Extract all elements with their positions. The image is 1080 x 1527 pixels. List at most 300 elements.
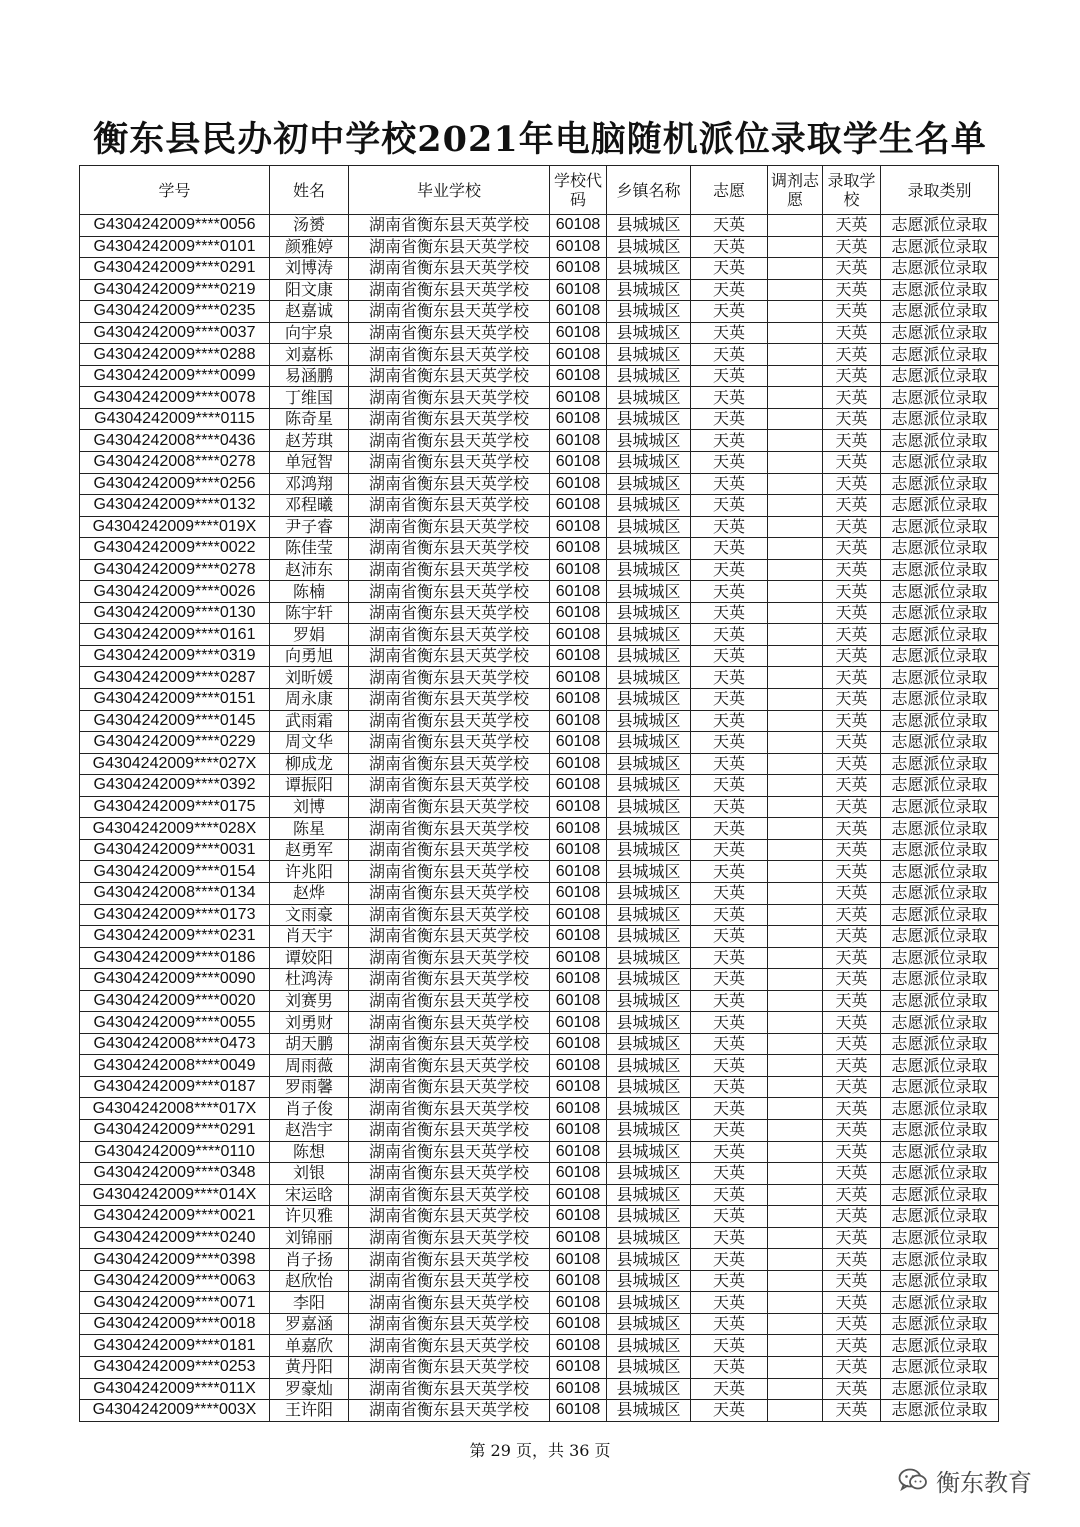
cell-school-code: 60108 xyxy=(550,1206,607,1228)
cell-admitted-school: 天英 xyxy=(823,301,881,323)
cell-student-id: G4304242008****017X xyxy=(80,1098,270,1120)
cell-name: 刘锦丽 xyxy=(270,1227,349,1249)
cell-student-id: G4304242009****0291 xyxy=(80,258,270,280)
cell-school-code: 60108 xyxy=(550,344,607,366)
cell-admission-type: 志愿派位录取 xyxy=(881,1184,999,1206)
cell-school-code: 60108 xyxy=(550,1141,607,1163)
cell-township: 县城城区 xyxy=(607,947,691,969)
cell-name: 肖子俊 xyxy=(270,1098,349,1120)
cell-adjusted-preference xyxy=(768,215,823,237)
cell-name: 谭振阳 xyxy=(270,775,349,797)
cell-admission-type: 志愿派位录取 xyxy=(881,322,999,344)
table-row xyxy=(80,1292,999,1314)
cell-student-id: G4304242009****019X xyxy=(80,516,270,538)
cell-name: 赵烨 xyxy=(270,882,349,904)
cell-admission-type: 志愿派位录取 xyxy=(881,1356,999,1378)
cell-school-code: 60108 xyxy=(550,322,607,344)
cell-student-id: G4304242009****0291 xyxy=(80,1119,270,1141)
cell-admitted-school: 天英 xyxy=(823,753,881,775)
cell-adjusted-preference xyxy=(768,387,823,409)
table-row xyxy=(80,344,999,366)
cell-township: 县城城区 xyxy=(607,1033,691,1055)
cell-student-id: G4304242009****0021 xyxy=(80,1206,270,1228)
cell-township: 县城城区 xyxy=(607,796,691,818)
cell-name: 赵嘉诚 xyxy=(270,301,349,323)
cell-township: 县城城区 xyxy=(607,344,691,366)
cell-preference: 天英 xyxy=(691,1378,768,1400)
cell-name: 陈楠 xyxy=(270,581,349,603)
cell-adjusted-preference xyxy=(768,839,823,861)
cell-admission-type: 志愿派位录取 xyxy=(881,1119,999,1141)
cell-admission-type: 志愿派位录取 xyxy=(881,1098,999,1120)
cell-preference: 天英 xyxy=(691,645,768,667)
cell-name: 刘嘉栎 xyxy=(270,344,349,366)
cell-name: 罗豪灿 xyxy=(270,1378,349,1400)
cell-graduated-school: 湖南省衡东县天英学校 xyxy=(349,1270,550,1292)
cell-township: 县城城区 xyxy=(607,926,691,948)
cell-preference: 天英 xyxy=(691,1033,768,1055)
cell-school-code: 60108 xyxy=(550,516,607,538)
cell-student-id: G4304242009****0319 xyxy=(80,645,270,667)
cell-admitted-school: 天英 xyxy=(823,1249,881,1271)
cell-school-code: 60108 xyxy=(550,452,607,474)
cell-adjusted-preference xyxy=(768,430,823,452)
table-row xyxy=(80,1076,999,1098)
cell-adjusted-preference xyxy=(768,301,823,323)
cell-preference: 天英 xyxy=(691,882,768,904)
cell-township: 县城城区 xyxy=(607,1270,691,1292)
cell-name: 易涵鹏 xyxy=(270,365,349,387)
cell-admitted-school: 天英 xyxy=(823,258,881,280)
cell-preference: 天英 xyxy=(691,1076,768,1098)
cell-admitted-school: 天英 xyxy=(823,387,881,409)
cell-student-id: G4304242008****0049 xyxy=(80,1055,270,1077)
cell-preference: 天英 xyxy=(691,301,768,323)
cell-name: 宋运晗 xyxy=(270,1184,349,1206)
cell-student-id: G4304242009****003X xyxy=(80,1400,270,1422)
cell-adjusted-preference xyxy=(768,1141,823,1163)
cell-township: 县城城区 xyxy=(607,538,691,560)
cell-admission-type: 志愿派位录取 xyxy=(881,818,999,840)
cell-student-id: G4304242009****0078 xyxy=(80,387,270,409)
table-row xyxy=(80,882,999,904)
cell-graduated-school: 湖南省衡东县天英学校 xyxy=(349,753,550,775)
cell-graduated-school: 湖南省衡东县天英学校 xyxy=(349,861,550,883)
cell-school-code: 60108 xyxy=(550,947,607,969)
cell-admitted-school: 天英 xyxy=(823,1184,881,1206)
cell-admission-type: 志愿派位录取 xyxy=(881,1400,999,1422)
cell-admission-type: 志愿派位录取 xyxy=(881,516,999,538)
cell-preference: 天英 xyxy=(691,258,768,280)
cell-adjusted-preference xyxy=(768,947,823,969)
cell-student-id: G4304242009****0256 xyxy=(80,473,270,495)
cell-school-code: 60108 xyxy=(550,365,607,387)
cell-township: 县城城区 xyxy=(607,301,691,323)
cell-preference: 天英 xyxy=(691,1141,768,1163)
cell-graduated-school: 湖南省衡东县天英学校 xyxy=(349,258,550,280)
cell-graduated-school: 湖南省衡东县天英学校 xyxy=(349,1163,550,1185)
cell-name: 刘银 xyxy=(270,1163,349,1185)
cell-school-code: 60108 xyxy=(550,559,607,581)
cell-preference: 天英 xyxy=(691,926,768,948)
cell-school-code: 60108 xyxy=(550,1356,607,1378)
cell-admission-type: 志愿派位录取 xyxy=(881,1227,999,1249)
cell-student-id: G4304242008****0134 xyxy=(80,882,270,904)
cell-student-id: G4304242009****027X xyxy=(80,753,270,775)
cell-student-id: G4304242009****0037 xyxy=(80,322,270,344)
cell-township: 县城城区 xyxy=(607,1055,691,1077)
watermark xyxy=(898,1462,1032,1498)
cell-student-id: G4304242009****0231 xyxy=(80,926,270,948)
table-row xyxy=(80,1249,999,1271)
cell-adjusted-preference xyxy=(768,1356,823,1378)
header-preference: 志愿 xyxy=(691,166,768,215)
cell-graduated-school: 湖南省衡东县天英学校 xyxy=(349,689,550,711)
cell-admission-type: 志愿派位录取 xyxy=(881,969,999,991)
cell-preference: 天英 xyxy=(691,1227,768,1249)
cell-preference: 天英 xyxy=(691,344,768,366)
cell-graduated-school: 湖南省衡东县天英学校 xyxy=(349,1249,550,1271)
table-row xyxy=(80,322,999,344)
cell-adjusted-preference xyxy=(768,710,823,732)
table-row xyxy=(80,1270,999,1292)
cell-township: 县城城区 xyxy=(607,753,691,775)
cell-school-code: 60108 xyxy=(550,732,607,754)
cell-township: 县城城区 xyxy=(607,516,691,538)
cell-adjusted-preference xyxy=(768,818,823,840)
cell-name: 刘昕媛 xyxy=(270,667,349,689)
cell-preference: 天英 xyxy=(691,1335,768,1357)
cell-preference: 天英 xyxy=(691,990,768,1012)
cell-admission-type: 志愿派位录取 xyxy=(881,236,999,258)
cell-adjusted-preference xyxy=(768,990,823,1012)
cell-admitted-school: 天英 xyxy=(823,1356,881,1378)
cell-admission-type: 志愿派位录取 xyxy=(881,1313,999,1335)
cell-township: 县城城区 xyxy=(607,1076,691,1098)
cell-graduated-school: 湖南省衡东县天英学校 xyxy=(349,452,550,474)
table-row xyxy=(80,1055,999,1077)
cell-preference: 天英 xyxy=(691,452,768,474)
cell-township: 县城城区 xyxy=(607,279,691,301)
cell-student-id: G4304242009****0253 xyxy=(80,1356,270,1378)
cell-township: 县城城区 xyxy=(607,215,691,237)
cell-graduated-school: 湖南省衡东县天英学校 xyxy=(349,667,550,689)
table-row xyxy=(80,452,999,474)
cell-graduated-school: 湖南省衡东县天英学校 xyxy=(349,1055,550,1077)
page-title: 衡东县民办初中学校2021年电脑随机派位录取学生名单 xyxy=(93,119,987,160)
table-row xyxy=(80,301,999,323)
cell-school-code: 60108 xyxy=(550,1076,607,1098)
table-row xyxy=(80,1400,999,1422)
cell-adjusted-preference xyxy=(768,408,823,430)
cell-student-id: G4304242009****0235 xyxy=(80,301,270,323)
cell-student-id: G4304242009****0101 xyxy=(80,236,270,258)
cell-preference: 天英 xyxy=(691,408,768,430)
cell-admission-type: 志愿派位录取 xyxy=(881,947,999,969)
cell-adjusted-preference xyxy=(768,1163,823,1185)
table-row xyxy=(80,279,999,301)
cell-township: 县城城区 xyxy=(607,452,691,474)
cell-admission-type: 志愿派位录取 xyxy=(881,1055,999,1077)
cell-graduated-school: 湖南省衡东县天英学校 xyxy=(349,1227,550,1249)
cell-adjusted-preference xyxy=(768,538,823,560)
cell-name: 赵欣怡 xyxy=(270,1270,349,1292)
header-graduated-school: 毕业学校 xyxy=(349,166,550,215)
cell-admission-type: 志愿派位录取 xyxy=(881,645,999,667)
cell-admitted-school: 天英 xyxy=(823,473,881,495)
cell-name: 罗雨馨 xyxy=(270,1076,349,1098)
cell-township: 县城城区 xyxy=(607,1119,691,1141)
cell-name: 李阳 xyxy=(270,1292,349,1314)
cell-adjusted-preference xyxy=(768,236,823,258)
cell-township: 县城城区 xyxy=(607,904,691,926)
cell-name: 刘博涛 xyxy=(270,258,349,280)
cell-graduated-school: 湖南省衡东县天英学校 xyxy=(349,1292,550,1314)
cell-adjusted-preference xyxy=(768,581,823,603)
cell-name: 许贝雅 xyxy=(270,1206,349,1228)
cell-name: 赵勇军 xyxy=(270,839,349,861)
table-row xyxy=(80,1119,999,1141)
table-row xyxy=(80,495,999,517)
cell-graduated-school: 湖南省衡东县天英学校 xyxy=(349,408,550,430)
cell-name: 胡天鹏 xyxy=(270,1033,349,1055)
table-row xyxy=(80,408,999,430)
cell-admission-type: 志愿派位录取 xyxy=(881,301,999,323)
table-row xyxy=(80,1184,999,1206)
cell-adjusted-preference xyxy=(768,1184,823,1206)
cell-school-code: 60108 xyxy=(550,710,607,732)
cell-school-code: 60108 xyxy=(550,1378,607,1400)
cell-school-code: 60108 xyxy=(550,473,607,495)
cell-admitted-school: 天英 xyxy=(823,689,881,711)
cell-graduated-school: 湖南省衡东县天英学校 xyxy=(349,1184,550,1206)
cell-admission-type: 志愿派位录取 xyxy=(881,1033,999,1055)
cell-graduated-school: 湖南省衡东县天英学校 xyxy=(349,710,550,732)
cell-township: 县城城区 xyxy=(607,322,691,344)
cell-preference: 天英 xyxy=(691,516,768,538)
cell-admitted-school: 天英 xyxy=(823,775,881,797)
cell-school-code: 60108 xyxy=(550,689,607,711)
table-row xyxy=(80,624,999,646)
header-name: 姓名 xyxy=(270,166,349,215)
cell-school-code: 60108 xyxy=(550,602,607,624)
cell-school-code: 60108 xyxy=(550,387,607,409)
cell-township: 县城城区 xyxy=(607,602,691,624)
cell-school-code: 60108 xyxy=(550,495,607,517)
cell-preference: 天英 xyxy=(691,796,768,818)
cell-preference: 天英 xyxy=(691,1313,768,1335)
cell-admission-type: 志愿派位录取 xyxy=(881,990,999,1012)
cell-graduated-school: 湖南省衡东县天英学校 xyxy=(349,559,550,581)
cell-student-id: G4304242009****0020 xyxy=(80,990,270,1012)
cell-admission-type: 志愿派位录取 xyxy=(881,882,999,904)
cell-admission-type: 志愿派位录取 xyxy=(881,602,999,624)
cell-adjusted-preference xyxy=(768,1249,823,1271)
cell-student-id: G4304242009****011X xyxy=(80,1378,270,1400)
cell-adjusted-preference xyxy=(768,559,823,581)
cell-township: 县城城区 xyxy=(607,1184,691,1206)
wechat-icon xyxy=(898,1467,928,1493)
table-row xyxy=(80,236,999,258)
table-row xyxy=(80,904,999,926)
cell-township: 县城城区 xyxy=(607,624,691,646)
cell-township: 县城城区 xyxy=(607,1098,691,1120)
cell-admission-type: 志愿派位录取 xyxy=(881,430,999,452)
cell-admitted-school: 天英 xyxy=(823,1313,881,1335)
cell-admission-type: 志愿派位录取 xyxy=(881,861,999,883)
cell-preference: 天英 xyxy=(691,215,768,237)
cell-graduated-school: 湖南省衡东县天英学校 xyxy=(349,301,550,323)
cell-township: 县城城区 xyxy=(607,1400,691,1422)
cell-admitted-school: 天英 xyxy=(823,1119,881,1141)
cell-school-code: 60108 xyxy=(550,1163,607,1185)
cell-school-code: 60108 xyxy=(550,1292,607,1314)
header-admitted-school: 录取学校 xyxy=(823,166,881,215)
cell-admitted-school: 天英 xyxy=(823,538,881,560)
cell-adjusted-preference xyxy=(768,667,823,689)
cell-admitted-school: 天英 xyxy=(823,1098,881,1120)
cell-preference: 天英 xyxy=(691,430,768,452)
cell-admission-type: 志愿派位录取 xyxy=(881,387,999,409)
cell-preference: 天英 xyxy=(691,1163,768,1185)
cell-township: 县城城区 xyxy=(607,1012,691,1034)
cell-adjusted-preference xyxy=(768,624,823,646)
watermark-text: 衡东教育 xyxy=(936,1468,1032,1497)
cell-preference: 天英 xyxy=(691,839,768,861)
header-school-code: 学校代码 xyxy=(550,166,607,215)
table-row xyxy=(80,1163,999,1185)
header-adjusted-preference: 调剂志愿 xyxy=(768,166,823,215)
cell-school-code: 60108 xyxy=(550,990,607,1012)
cell-preference: 天英 xyxy=(691,1012,768,1034)
cell-admitted-school: 天英 xyxy=(823,236,881,258)
cell-admitted-school: 天英 xyxy=(823,559,881,581)
cell-admitted-school: 天英 xyxy=(823,1378,881,1400)
cell-admission-type: 志愿派位录取 xyxy=(881,775,999,797)
cell-township: 县城城区 xyxy=(607,1227,691,1249)
cell-admission-type: 志愿派位录取 xyxy=(881,559,999,581)
cell-admitted-school: 天英 xyxy=(823,452,881,474)
cell-township: 县城城区 xyxy=(607,495,691,517)
cell-name: 尹子睿 xyxy=(270,516,349,538)
table-row xyxy=(80,667,999,689)
cell-township: 县城城区 xyxy=(607,408,691,430)
cell-student-id: G4304242009****0186 xyxy=(80,947,270,969)
cell-name: 肖天宇 xyxy=(270,926,349,948)
cell-name: 柳成龙 xyxy=(270,753,349,775)
table-row xyxy=(80,926,999,948)
cell-adjusted-preference xyxy=(768,969,823,991)
cell-admitted-school: 天英 xyxy=(823,322,881,344)
cell-graduated-school: 湖南省衡东县天英学校 xyxy=(349,538,550,560)
cell-name: 周文华 xyxy=(270,732,349,754)
cell-graduated-school: 湖南省衡东县天英学校 xyxy=(349,775,550,797)
cell-township: 县城城区 xyxy=(607,365,691,387)
cell-student-id: G4304242009****0099 xyxy=(80,365,270,387)
cell-graduated-school: 湖南省衡东县天英学校 xyxy=(349,602,550,624)
cell-adjusted-preference xyxy=(768,279,823,301)
cell-adjusted-preference xyxy=(768,1270,823,1292)
cell-admission-type: 志愿派位录取 xyxy=(881,624,999,646)
cell-school-code: 60108 xyxy=(550,969,607,991)
cell-graduated-school: 湖南省衡东县天英学校 xyxy=(349,581,550,603)
cell-admitted-school: 天英 xyxy=(823,1141,881,1163)
table-row xyxy=(80,818,999,840)
cell-adjusted-preference xyxy=(768,258,823,280)
cell-student-id: G4304242009****0031 xyxy=(80,839,270,861)
cell-admission-type: 志愿派位录取 xyxy=(881,538,999,560)
cell-school-code: 60108 xyxy=(550,775,607,797)
cell-admission-type: 志愿派位录取 xyxy=(881,1076,999,1098)
cell-graduated-school: 湖南省衡东县天英学校 xyxy=(349,990,550,1012)
cell-admission-type: 志愿派位录取 xyxy=(881,279,999,301)
cell-adjusted-preference xyxy=(768,861,823,883)
cell-graduated-school: 湖南省衡东县天英学校 xyxy=(349,322,550,344)
cell-township: 县城城区 xyxy=(607,1141,691,1163)
cell-student-id: G4304242009****0175 xyxy=(80,796,270,818)
cell-school-code: 60108 xyxy=(550,1184,607,1206)
cell-adjusted-preference xyxy=(768,645,823,667)
cell-school-code: 60108 xyxy=(550,430,607,452)
table-row xyxy=(80,1313,999,1335)
cell-student-id: G4304242009****0288 xyxy=(80,344,270,366)
cell-adjusted-preference xyxy=(768,1012,823,1034)
cell-school-code: 60108 xyxy=(550,1249,607,1271)
cell-school-code: 60108 xyxy=(550,1335,607,1357)
cell-admitted-school: 天英 xyxy=(823,1206,881,1228)
cell-name: 文雨豪 xyxy=(270,904,349,926)
cell-adjusted-preference xyxy=(768,796,823,818)
cell-student-id: G4304242009****0398 xyxy=(80,1249,270,1271)
cell-school-code: 60108 xyxy=(550,279,607,301)
cell-adjusted-preference xyxy=(768,1227,823,1249)
cell-school-code: 60108 xyxy=(550,1012,607,1034)
cell-graduated-school: 湖南省衡东县天英学校 xyxy=(349,1141,550,1163)
cell-preference: 天英 xyxy=(691,818,768,840)
cell-name: 许兆阳 xyxy=(270,861,349,883)
cell-graduated-school: 湖南省衡东县天英学校 xyxy=(349,1076,550,1098)
cell-preference: 天英 xyxy=(691,322,768,344)
table-row xyxy=(80,861,999,883)
cell-graduated-school: 湖南省衡东县天英学校 xyxy=(349,624,550,646)
cell-student-id: G4304242009****0115 xyxy=(80,408,270,430)
cell-adjusted-preference xyxy=(768,322,823,344)
cell-graduated-school: 湖南省衡东县天英学校 xyxy=(349,344,550,366)
cell-graduated-school: 湖南省衡东县天英学校 xyxy=(349,1335,550,1357)
cell-preference: 天英 xyxy=(691,1249,768,1271)
cell-preference: 天英 xyxy=(691,753,768,775)
cell-adjusted-preference xyxy=(768,1055,823,1077)
cell-school-code: 60108 xyxy=(550,818,607,840)
page-number: 第 29 页，共 36 页 xyxy=(469,1441,611,1460)
cell-preference: 天英 xyxy=(691,602,768,624)
cell-student-id: G4304242009****0071 xyxy=(80,1292,270,1314)
cell-preference: 天英 xyxy=(691,1055,768,1077)
cell-graduated-school: 湖南省衡东县天英学校 xyxy=(349,495,550,517)
cell-school-code: 60108 xyxy=(550,1119,607,1141)
cell-admission-type: 志愿派位录取 xyxy=(881,1206,999,1228)
cell-graduated-school: 湖南省衡东县天英学校 xyxy=(349,430,550,452)
cell-admitted-school: 天英 xyxy=(823,1400,881,1422)
table-row xyxy=(80,1378,999,1400)
cell-admission-type: 志愿派位录取 xyxy=(881,581,999,603)
cell-township: 县城城区 xyxy=(607,710,691,732)
cell-township: 县城城区 xyxy=(607,990,691,1012)
cell-student-id: G4304242009****0090 xyxy=(80,969,270,991)
cell-name: 陈佳莹 xyxy=(270,538,349,560)
cell-name: 武雨霜 xyxy=(270,710,349,732)
cell-preference: 天英 xyxy=(691,969,768,991)
